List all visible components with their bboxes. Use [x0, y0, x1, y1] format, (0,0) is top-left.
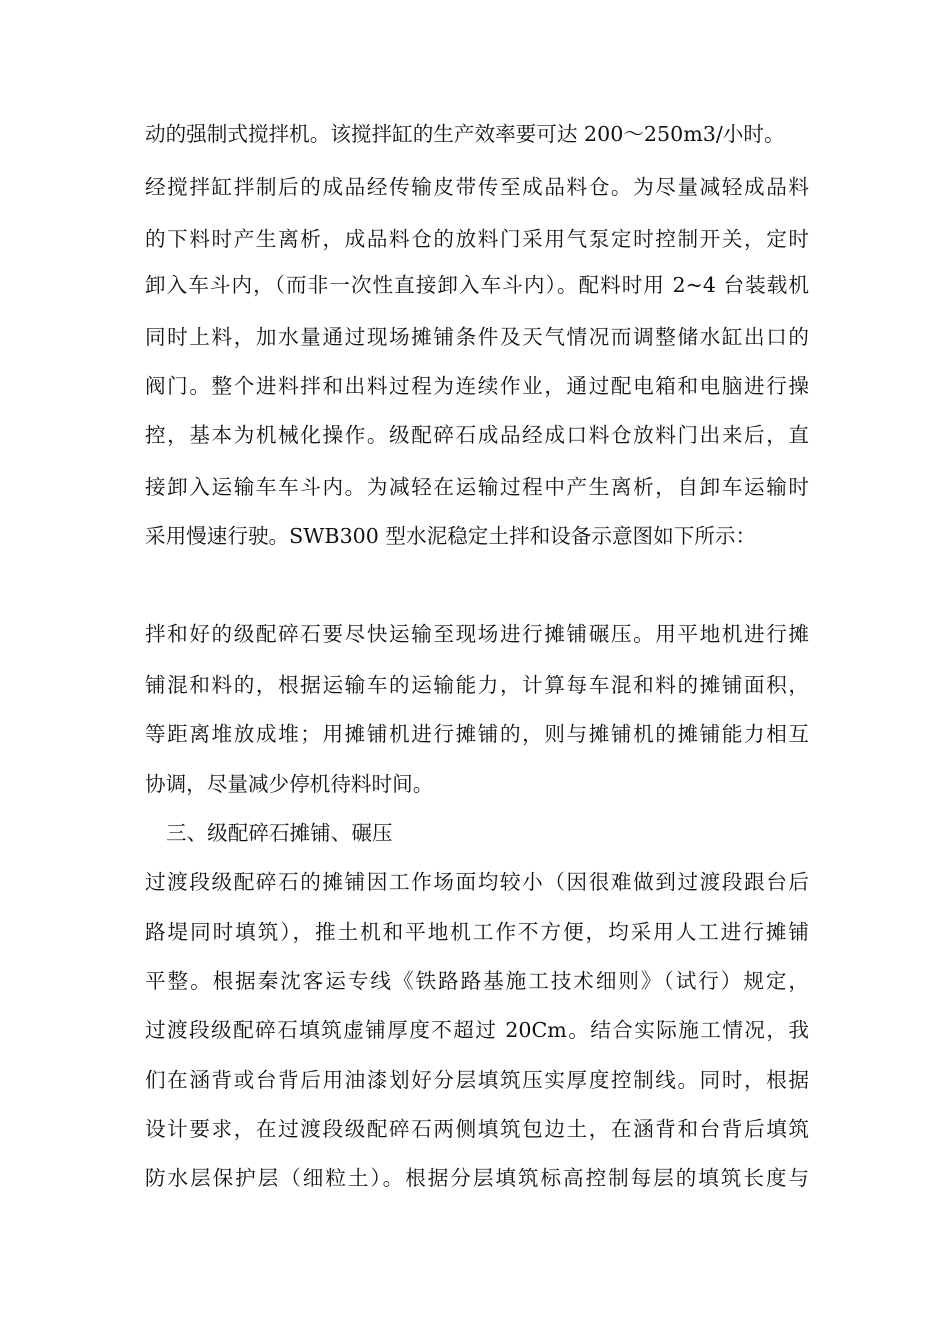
paragraph-line: 接卸入运输车车斗内。为减轻在运输过程中产生离析，自卸车运输时 — [145, 475, 809, 499]
paragraph-line: 路堤同时填筑），推土机和平地机工作不方便，均采用人工进行摊铺 — [145, 920, 809, 944]
paragraph-line: 协调，尽量减少停机待料时间。 — [145, 772, 434, 796]
paragraph-line: 的下料时产生离析，成品料仓的放料门采用气泵定时控制开关，定时 — [145, 227, 809, 251]
paragraph-line: 防水层保护层（细粒土）。根据分层填筑标高控制每层的填筑长度与 — [145, 1166, 809, 1190]
paragraph-line: 过渡段级配碎石的摊铺因工作场面均较小（因很难做到过渡段跟台后 — [145, 870, 809, 894]
paragraph-line: 阀门。整个进料拌和出料过程为连续作业，通过配电箱和电脑进行操 — [145, 374, 809, 398]
section-heading: 三、级配碎石摊铺、碾压 — [166, 821, 393, 845]
paragraph-line: 设计要求，在过渡段级配碎石两侧填筑包边土，在涵背和台背后填筑 — [145, 1117, 809, 1141]
paragraph-line: 采用慢速行驶。SWB300 型水泥稳定土拌和设备示意图如下所示： — [145, 524, 757, 548]
paragraph-line: 控，基本为机械化操作。级配碎石成品经成口料仓放料门出来后，直 — [145, 423, 809, 447]
paragraph-line: 动的强制式搅拌机。该搅拌缸的生产效率要可达 200～250m3/小时。 — [145, 122, 785, 146]
paragraph-line: 同时上料，加水量通过现场摊铺条件及天气情况而调整储水缸出口的 — [145, 325, 809, 349]
paragraph-line: 等距离堆放成堆；用摊铺机进行摊铺的，则与摊铺机的摊铺能力相互 — [145, 722, 809, 746]
paragraph-line: 平整。根据秦沈客运专线《铁路路基施工技术细则》（试行）规定， — [145, 969, 809, 993]
paragraph-line: 经搅拌缸拌制后的成品经传输皮带传至成品料仓。为尽量减轻成品料 — [145, 175, 809, 199]
paragraph-line: 们在涵背或台背后用油漆划好分层填筑压实厚度控制线。同时，根据 — [145, 1068, 809, 1092]
paragraph-line: 铺混和料的，根据运输车的运输能力，计算每车混和料的摊铺面积， — [145, 673, 809, 697]
paragraph-line: 卸入车斗内，（而非一次性直接卸入车斗内）。配料时用 2~4 台装载机 — [145, 273, 809, 297]
paragraph-line: 过渡段级配碎石填筑虚铺厚度不超过 20Cm。结合实际施工情况，我 — [145, 1018, 809, 1042]
paragraph-line: 拌和好的级配碎石要尽快运输至现场进行摊铺碾压。用平地机进行摊 — [145, 622, 809, 646]
